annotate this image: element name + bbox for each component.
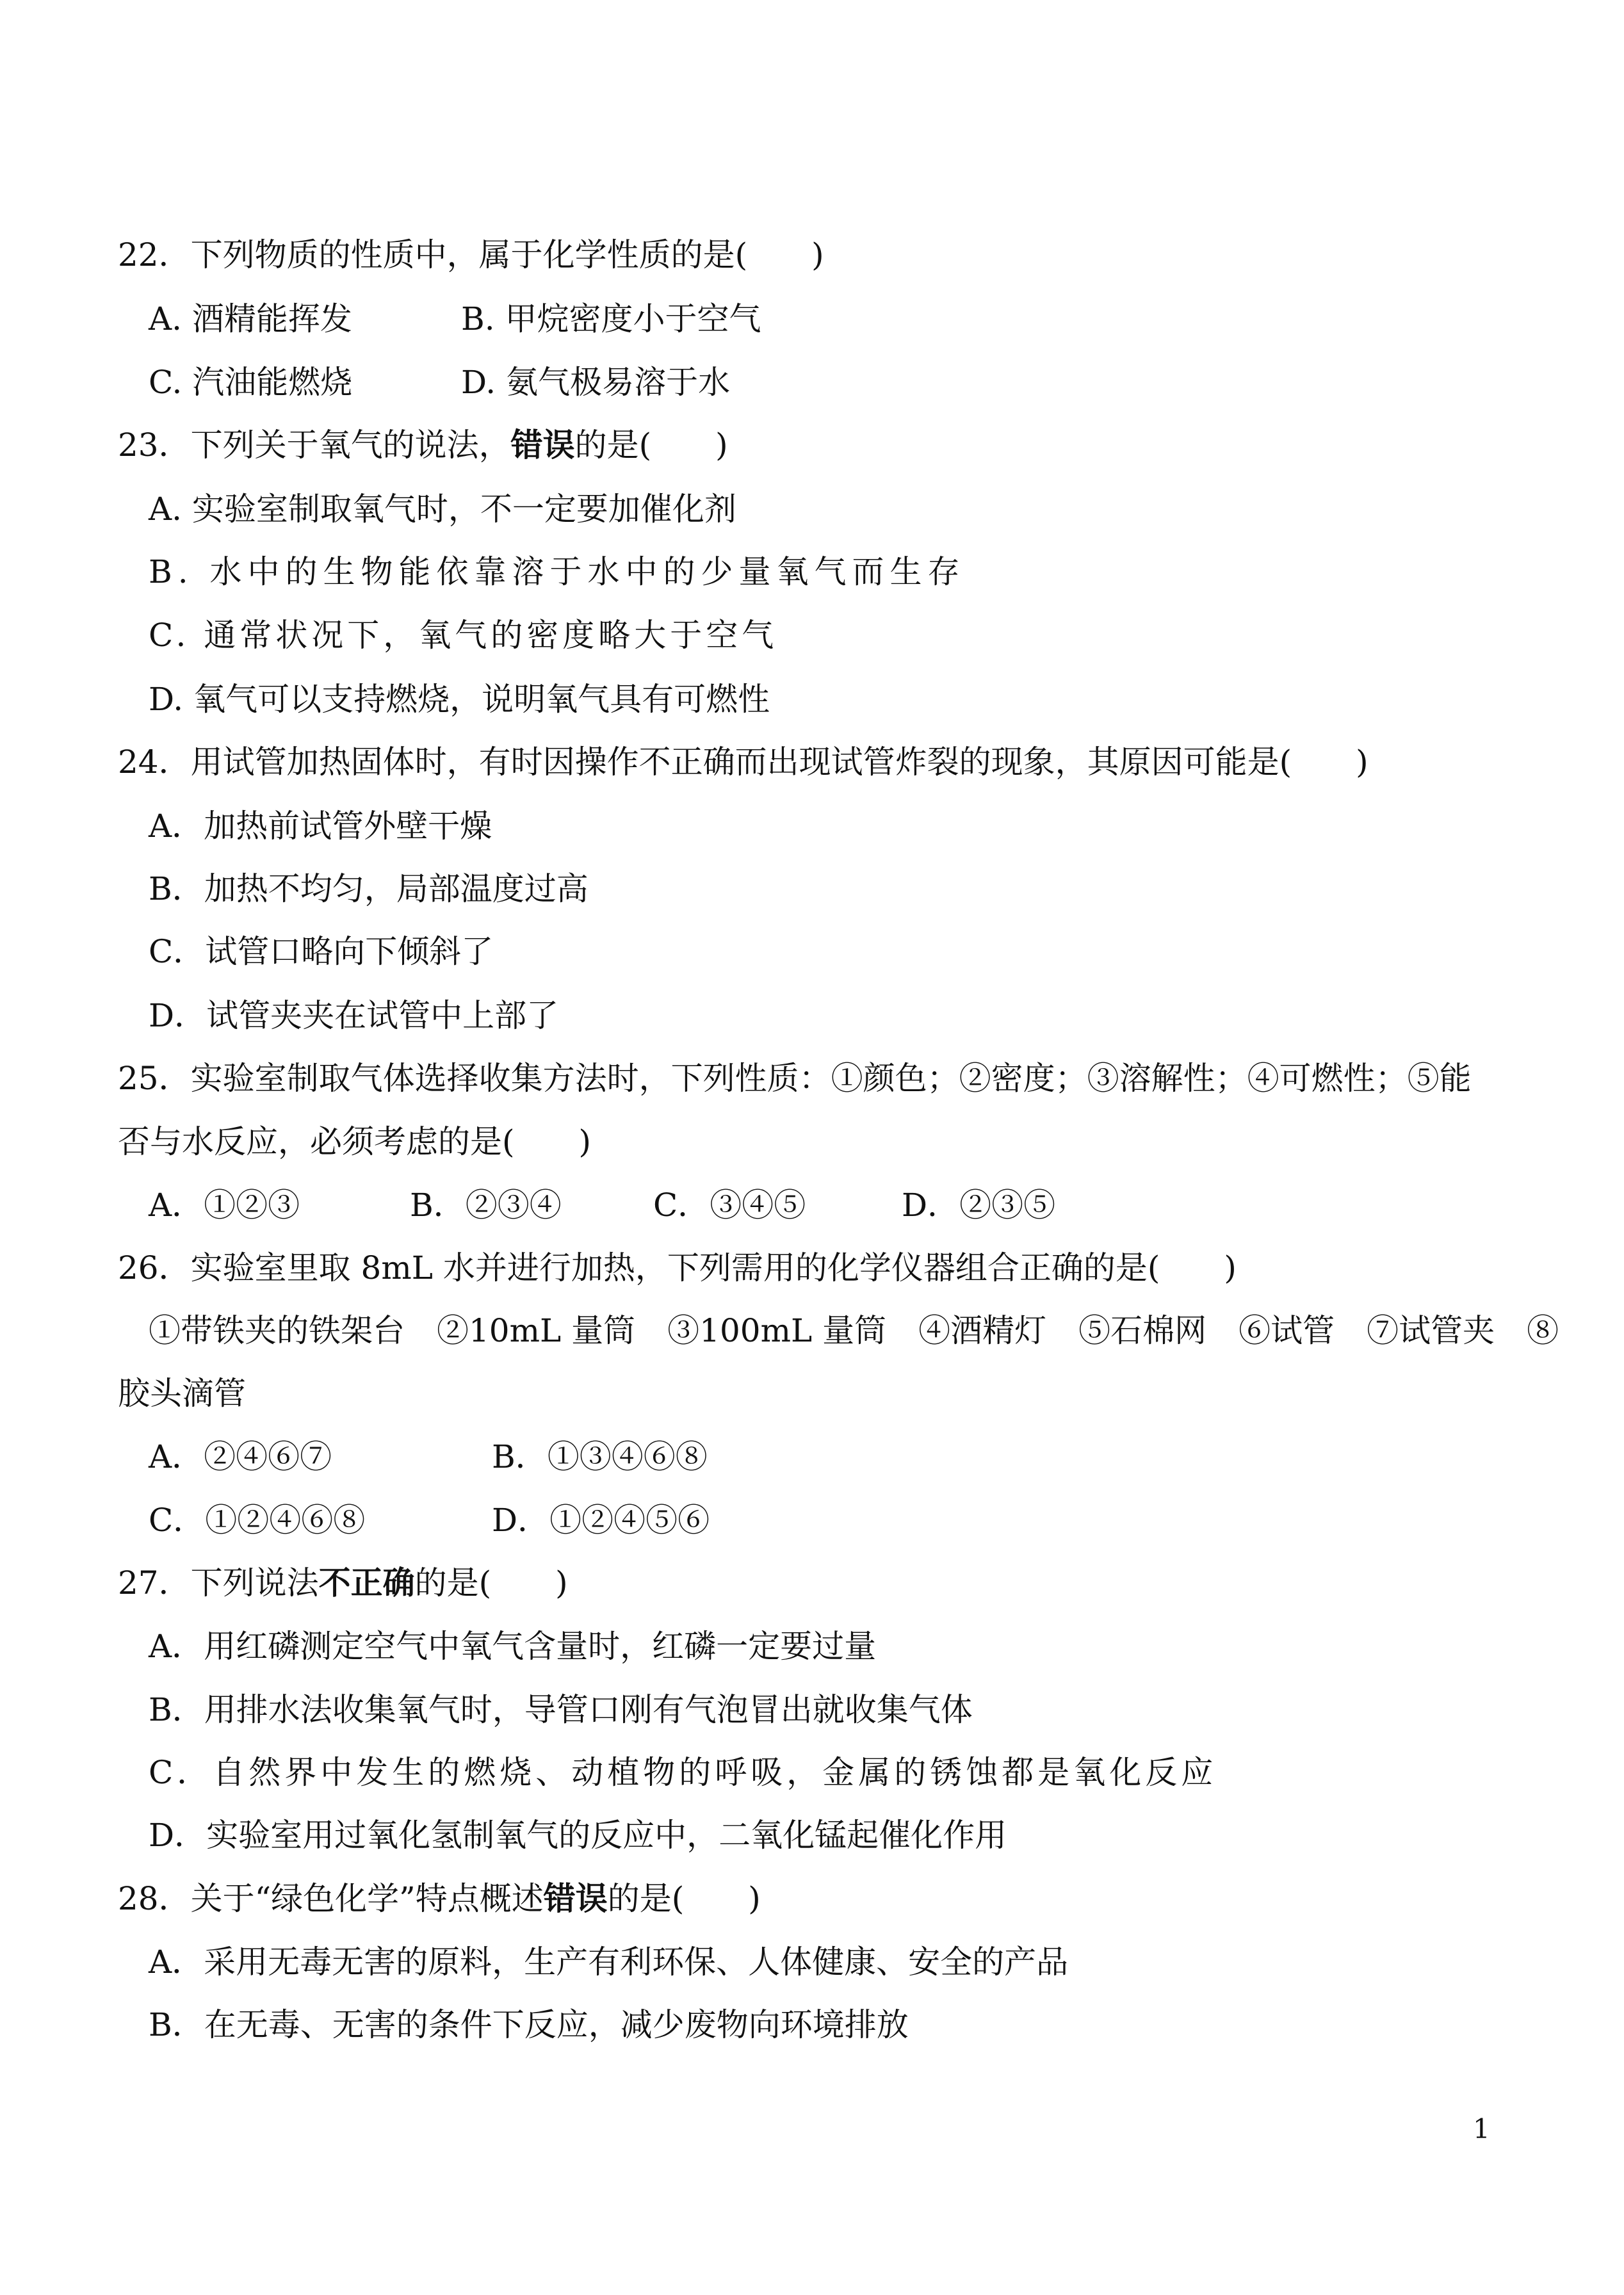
q27-option-c: C．自然界中发生的燃烧、动植物的呼吸，金属的锈蚀都是氧化反应: [149, 1754, 1217, 1791]
q26-items-line2: 胶头滴管: [118, 1375, 246, 1412]
q26-option-a: A．②④⑥⑦: [149, 1438, 332, 1475]
q25-stem-line1: 25．实验室制取气体选择收集方法时，下列性质：①颜色；②密度；③溶解性；④可燃性；⑤能: [118, 1060, 1472, 1097]
q24-stem: 24．用试管加热固体时，有时因操作不正确而出现试管炸裂的现象，其原因可能是( ): [118, 743, 1368, 781]
q25-option-b: B．②③④: [410, 1187, 562, 1224]
q27-option-d: D．实验室用过氧化氢制氧气的反应中，二氧化锰起催化作用: [149, 1817, 1007, 1854]
q24-option-b: B．加热不均匀，局部温度过高: [149, 870, 589, 907]
q28-stem-prefix: 28．关于“绿色化学”特点概述: [118, 1880, 544, 1917]
q23-stem-suffix: 的是( ): [574, 426, 728, 464]
q23-option-c: C. 通常状况下，氧气的密度略大于空气: [149, 617, 778, 654]
q27-stem-emphasis: 不正确: [318, 1564, 415, 1602]
q25-option-d: D．②③⑤: [902, 1187, 1056, 1224]
q26-option-d: D．①②④⑤⑥: [492, 1502, 710, 1539]
q23-option-b: B. 水中的生物能依靠溶于水中的少量氧气而生存: [149, 553, 966, 590]
q28-stem: [118, 1879, 761, 1918]
q28-option-a: A．采用无毒无害的原料，生产有利环保、人体健康、安全的产品: [149, 1943, 1069, 1981]
q22-option-a: A. 酒精能挥发: [149, 300, 352, 337]
q25-stem-line2: 否与水反应，必须考虑的是( ): [118, 1123, 592, 1160]
page-number: 1: [1473, 2113, 1490, 2145]
q26-stem: 26．实验室里取 8mL 水并进行加热，下列需用的化学仪器组合正确的是( ): [118, 1249, 1237, 1286]
q27-stem-suffix: 的是( ): [414, 1564, 568, 1602]
q28-stem-suffix: 的是( ): [607, 1880, 761, 1917]
q25-option-a: A．①②③: [149, 1187, 300, 1224]
q24-option-c: C．试管口略向下倾斜了: [149, 933, 494, 970]
q27-stem: [118, 1564, 568, 1602]
q26-option-c: C．①②④⑥⑧: [149, 1502, 366, 1539]
q23-stem-emphasis: 错误: [510, 426, 575, 464]
q23-stem-prefix: 23．下列关于氧气的说法，: [118, 426, 511, 464]
q27-option-a: A．用红磷测定空气中氧气含量时，红磷一定要过量: [149, 1628, 877, 1665]
q26-items-line1: ①带铁夹的铁架台 ②10mL 量筒 ③100mL 量筒 ④酒精灯 ⑤石棉网 ⑥试管 ⑦试管夹 ⑧: [149, 1312, 1559, 1349]
q27-option-b: B．用排水法收集氧气时，导管口刚有气泡冒出就收集气体: [149, 1691, 973, 1728]
q24-option-d: D．试管夹夹在试管中上部了: [149, 997, 559, 1034]
q26-option-b: B．①③④⑥⑧: [492, 1438, 708, 1475]
q22-option-d: D. 氨气极易溶于水: [461, 364, 731, 401]
q23-stem: [118, 426, 728, 464]
q24-option-a: A．加热前试管外壁干燥: [149, 807, 492, 845]
q28-option-b: B．在无毒、无害的条件下反应，减少废物向环境排放: [149, 2006, 909, 2043]
q22-option-c: C. 汽油能燃烧: [149, 364, 353, 401]
q23-option-d: D. 氧气可以支持燃烧，说明氧气具有可燃性: [149, 681, 770, 718]
q22-option-b: B. 甲烷密度小于空气: [461, 300, 761, 337]
q27-stem-prefix: 27．下列说法: [118, 1564, 319, 1602]
q23-option-a: A. 实验室制取氧气时，不一定要加催化剂: [149, 491, 736, 528]
q28-stem-emphasis: 错误: [543, 1879, 608, 1917]
q25-option-c: C．③④⑤: [653, 1187, 806, 1224]
q22-stem: 22．下列物质的性质中，属于化学性质的是( ): [118, 236, 824, 273]
